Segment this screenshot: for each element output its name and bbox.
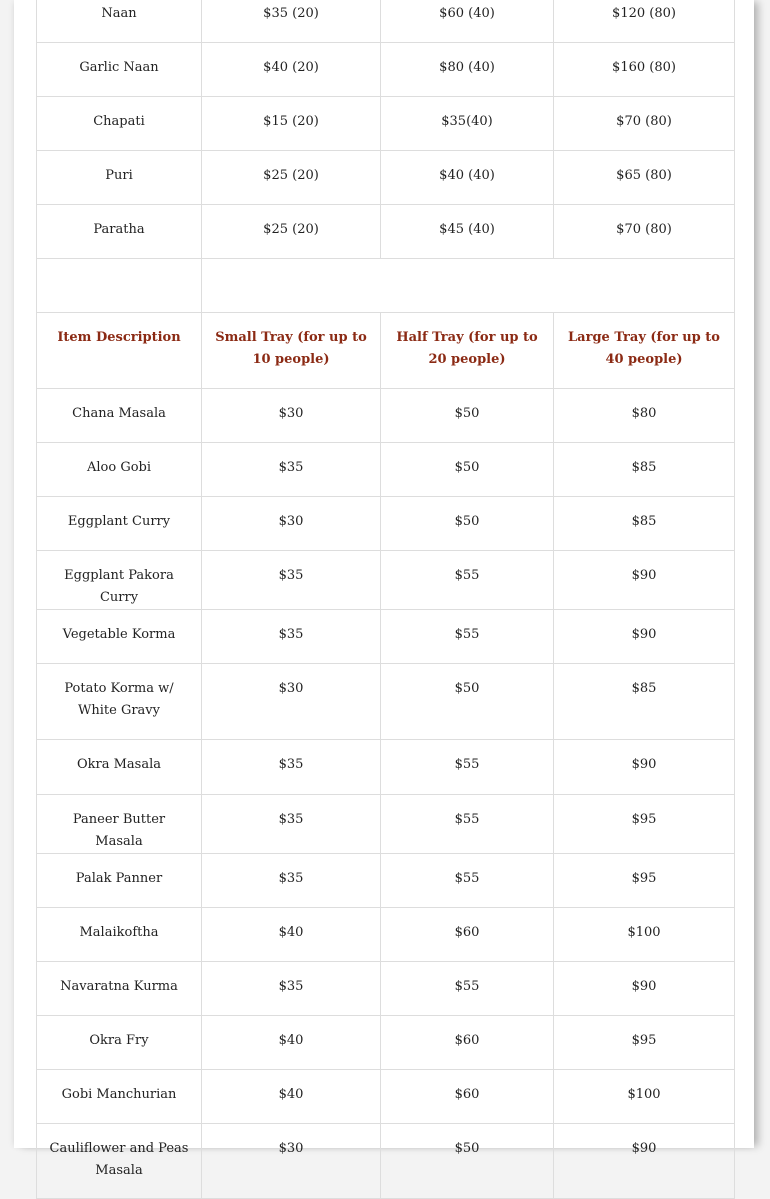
half-tray-price: $45 (40): [381, 205, 554, 259]
half-tray-price: $60 (40): [381, 0, 554, 43]
item-name: Paratha: [37, 205, 202, 259]
half-tray-price: $60: [381, 908, 554, 962]
half-tray-price: $50: [381, 664, 554, 740]
table-header-row: [37, 313, 735, 389]
half-tray-price: $50: [381, 497, 554, 551]
half-tray-price: $60: [381, 1016, 554, 1070]
item-name: Paneer Butter Masala: [37, 795, 202, 854]
small-tray-price: $40: [202, 1016, 381, 1070]
large-tray-price: $160 (80): [554, 43, 735, 97]
half-tray-price: $80 (40): [381, 43, 554, 97]
item-name: Gobi Manchurian: [37, 1070, 202, 1124]
item-name: Palak Panner: [37, 854, 202, 908]
small-tray-price: $35: [202, 740, 381, 795]
table-row: [37, 389, 735, 443]
small-tray-price: $35 (20): [202, 0, 381, 43]
large-tray-price: $100: [554, 1070, 735, 1124]
empty-cell: [37, 259, 202, 313]
small-tray-price: $30: [202, 497, 381, 551]
table-row: [37, 0, 735, 43]
table-row: [37, 497, 735, 551]
table-row: [37, 854, 735, 908]
table-row: [37, 443, 735, 497]
column-header-large-tray: Large Tray (for up to 40 people): [554, 313, 735, 389]
half-tray-price: $55: [381, 854, 554, 908]
item-name: Malaikoftha: [37, 908, 202, 962]
small-tray-price: $40: [202, 908, 381, 962]
large-tray-price: $80: [554, 389, 735, 443]
table-row: [37, 962, 735, 1016]
large-tray-price: $120 (80): [554, 0, 735, 43]
half-tray-price: $50: [381, 389, 554, 443]
table-row: [37, 43, 735, 97]
catering-menu-table: [36, 0, 735, 1199]
half-tray-price: $50: [381, 1124, 554, 1199]
table-row: [37, 151, 735, 205]
item-name: Puri: [37, 151, 202, 205]
item-name: Eggplant Pakora Curry: [37, 551, 202, 610]
small-tray-price: $30: [202, 389, 381, 443]
table-row: [37, 610, 735, 664]
large-tray-price: $100: [554, 908, 735, 962]
large-tray-price: $85: [554, 497, 735, 551]
half-tray-price: $35(40): [381, 97, 554, 151]
item-name: Chana Masala: [37, 389, 202, 443]
table-row: [37, 1124, 735, 1199]
large-tray-price: $65 (80): [554, 151, 735, 205]
half-tray-price: $55: [381, 610, 554, 664]
item-name: Vegetable Korma: [37, 610, 202, 664]
large-tray-price: $95: [554, 795, 735, 854]
column-header-item: Item Description: [37, 313, 202, 389]
spacer-row: [37, 259, 735, 313]
large-tray-price: $90: [554, 1124, 735, 1199]
table-row: [37, 664, 735, 740]
item-name: Navaratna Kurma: [37, 962, 202, 1016]
item-name: Naan: [37, 0, 202, 43]
column-header-small-tray: Small Tray (for up to 10 people): [202, 313, 381, 389]
small-tray-price: $30: [202, 664, 381, 740]
small-tray-price: $40 (20): [202, 43, 381, 97]
large-tray-price: $95: [554, 1016, 735, 1070]
table-row: [37, 551, 735, 610]
table-row: [37, 205, 735, 259]
page-content: [14, 0, 754, 1178]
large-tray-price: $95: [554, 854, 735, 908]
large-tray-price: $90: [554, 962, 735, 1016]
item-name: Aloo Gobi: [37, 443, 202, 497]
item-name: Okra Fry: [37, 1016, 202, 1070]
empty-cell: [202, 259, 735, 313]
small-tray-price: $35: [202, 854, 381, 908]
small-tray-price: $35: [202, 795, 381, 854]
small-tray-price: $35: [202, 962, 381, 1016]
large-tray-price: $90: [554, 551, 735, 610]
large-tray-price: $85: [554, 443, 735, 497]
small-tray-price: $40: [202, 1070, 381, 1124]
half-tray-price: $50: [381, 443, 554, 497]
small-tray-price: $35: [202, 610, 381, 664]
half-tray-price: $40 (40): [381, 151, 554, 205]
half-tray-price: $55: [381, 962, 554, 1016]
large-tray-price: $85: [554, 664, 735, 740]
table-row: [37, 740, 735, 795]
column-header-half-tray: Half Tray (for up to 20 people): [381, 313, 554, 389]
half-tray-price: $55: [381, 551, 554, 610]
table-row: [37, 1070, 735, 1124]
large-tray-price: $90: [554, 740, 735, 795]
small-tray-price: $35: [202, 443, 381, 497]
large-tray-price: $70 (80): [554, 205, 735, 259]
item-name: Potato Korma w/ White Gravy: [37, 664, 202, 740]
small-tray-price: $30: [202, 1124, 381, 1199]
half-tray-price: $60: [381, 1070, 554, 1124]
table-row: [37, 97, 735, 151]
half-tray-price: $55: [381, 795, 554, 854]
small-tray-price: $25 (20): [202, 205, 381, 259]
small-tray-price: $15 (20): [202, 97, 381, 151]
table-row: [37, 795, 735, 854]
item-name: Okra Masala: [37, 740, 202, 795]
half-tray-price: $55: [381, 740, 554, 795]
table-row: [37, 1016, 735, 1070]
item-name: Eggplant Curry: [37, 497, 202, 551]
item-name: Cauliflower and Peas Masala: [37, 1124, 202, 1199]
item-name: Chapati: [37, 97, 202, 151]
large-tray-price: $90: [554, 610, 735, 664]
small-tray-price: $35: [202, 551, 381, 610]
small-tray-price: $25 (20): [202, 151, 381, 205]
item-name: Garlic Naan: [37, 43, 202, 97]
table-row: [37, 908, 735, 962]
large-tray-price: $70 (80): [554, 97, 735, 151]
